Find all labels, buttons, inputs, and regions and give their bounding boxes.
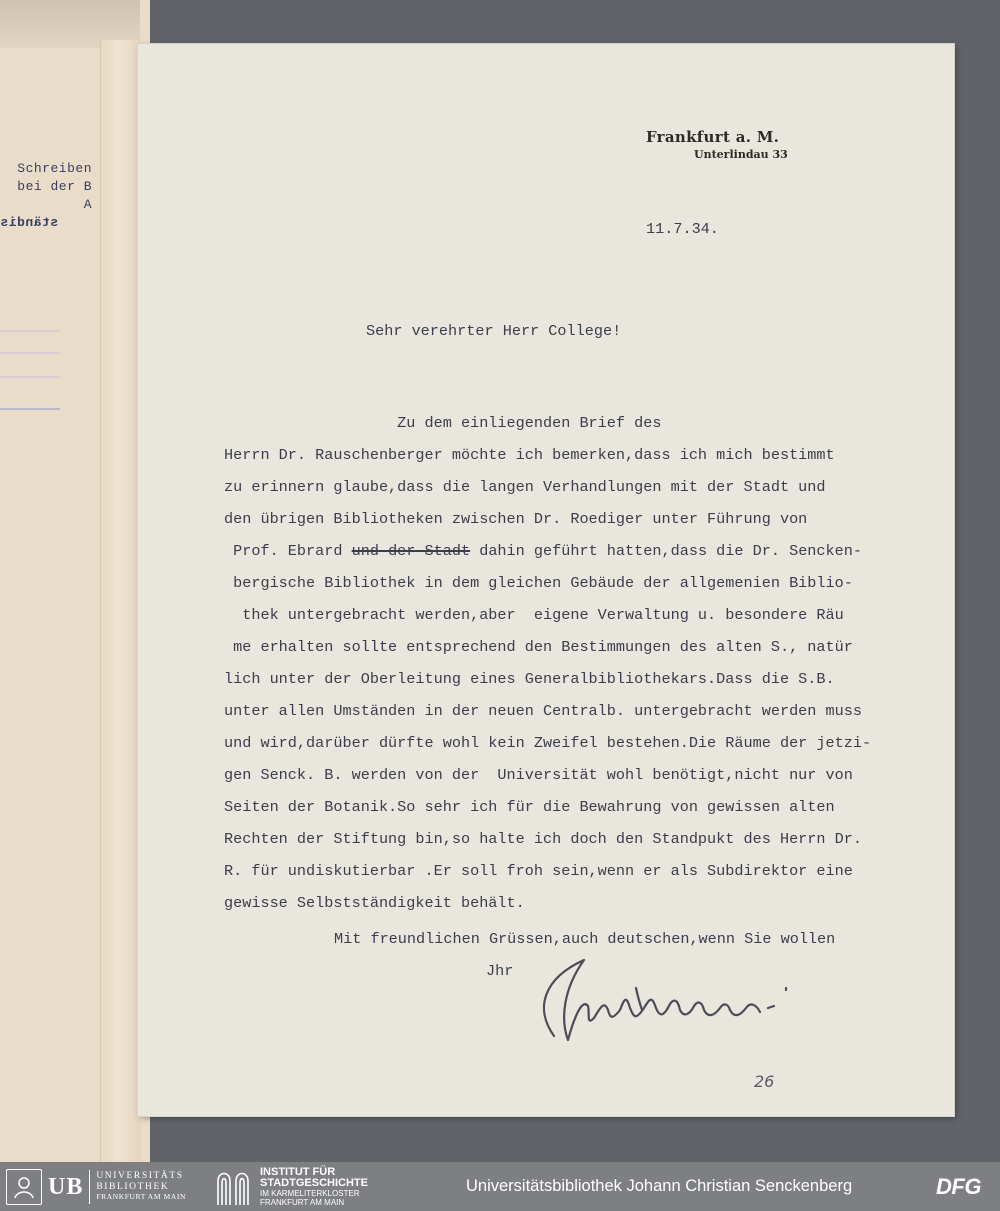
isg-logo[interactable] (214, 1167, 368, 1207)
background-page-strip (100, 40, 141, 1162)
faint-mark (0, 330, 60, 332)
body-line: zu erinnern glaube,dass die langen Verhandlungen mit der Stadt und (224, 478, 826, 496)
body-line: Zu dem einliegenden Brief des (224, 414, 662, 432)
handwritten-signature (524, 948, 884, 1048)
letterhead-city: Frankfurt a. M. (646, 128, 780, 146)
letter-closing-word: Jhr (486, 962, 514, 980)
background-page-line: Schreiben (17, 161, 92, 176)
isg-wordmark (260, 1167, 368, 1207)
isg-line: INSTITUT FÜR (260, 1166, 336, 1178)
ub-mark: UB (48, 1173, 84, 1200)
faint-mark (0, 408, 60, 410)
faint-mark (0, 352, 60, 354)
body-line: R. für undiskutierbar .Er soll froh sein,wenn er als Subdirektor eine (224, 862, 853, 880)
body-line (224, 542, 862, 560)
body-line: thek untergebracht werden,aber eigene Verwaltung u. besondere Räu (224, 606, 844, 624)
letter-date: 11.7.34. (646, 220, 719, 238)
ub-line: FRANKFURT AM MAIN (96, 1192, 186, 1202)
ub-divider (89, 1170, 90, 1204)
background-page-line: A (83, 197, 92, 212)
background-page-line: bei der B (17, 179, 92, 194)
ub-line: BIBLIOTHEK (96, 1181, 170, 1192)
body-line: gen Senck. B. werden von der Universität wohl benötigt,nicht nur von (224, 766, 853, 784)
body-line: me erhalten sollte entsprechend den Bestimmungen des alten S., natür (224, 638, 853, 656)
ub-line: UNIVERSITÄTS (96, 1171, 184, 1182)
ub-seal-icon (6, 1169, 42, 1205)
isg-arches-icon (214, 1167, 254, 1207)
body-line: den übrigen Bibliotheken zwischen Dr. Roediger unter Führung von (224, 510, 808, 528)
dfg-logo[interactable]: DFG (936, 1174, 981, 1199)
isg-line: IM KARMELITERKLOSTER (260, 1189, 360, 1198)
body-line: gewisse Selbstständigkeit behält. (224, 894, 525, 912)
body-line: unter allen Umständen in der neuen Centralb. untergebracht werden muss (224, 702, 862, 720)
body-line: Seiten der Botanik.So sehr ich für die Bewahrung von gewissen alten (224, 798, 835, 816)
isg-line: FRANKFURT AM MAIN (260, 1198, 345, 1207)
page-number: 26 (754, 1072, 775, 1091)
struck-text: und der Stadt (351, 542, 471, 560)
body-line: Herrn Dr. Rauschenberger möchte ich bemerken,dass ich mich bestimmt (224, 446, 835, 464)
body-line: und wird,darüber dürfte wohl kein Zweifel bestehen.Die Räume der jetzi- (224, 734, 872, 752)
ub-logo[interactable] (6, 1168, 186, 1206)
letter-page (138, 44, 954, 1116)
letterhead-street: Unterlindau 33 (694, 148, 788, 161)
body-line: lich unter der Oberleitung eines Generalbibliothekars.Dass die S.B. (224, 670, 835, 688)
letter-salutation: Sehr verehrter Herr College! (366, 322, 622, 340)
footer-bar (0, 1162, 1000, 1211)
body-line: bergische Bibliothek in dem gleichen Gebäude der allgemenien Biblio- (224, 574, 853, 592)
footer-title: Universitätsbibliothek Johann Christian Senckenberg (466, 1177, 853, 1195)
ub-wordmark (96, 1171, 186, 1203)
background-page-line: ständis (0, 215, 59, 230)
letter-closing: Mit freundlichen Grüssen,auch deutschen,wenn Sie wollen (334, 930, 836, 948)
body-line-text: dahin geführt hatten,dass die Dr. Sencken- (470, 542, 862, 560)
faint-mark (0, 376, 60, 378)
background-page (0, 0, 150, 1162)
body-line: Rechten der Stiftung bin,so halte ich doch den Standpukt des Herrn Dr. (224, 830, 862, 848)
body-line-text: Prof. Ebrard (224, 542, 352, 560)
isg-line: STADTGESCHICHTE (260, 1177, 368, 1189)
background-page-text (0, 160, 92, 232)
